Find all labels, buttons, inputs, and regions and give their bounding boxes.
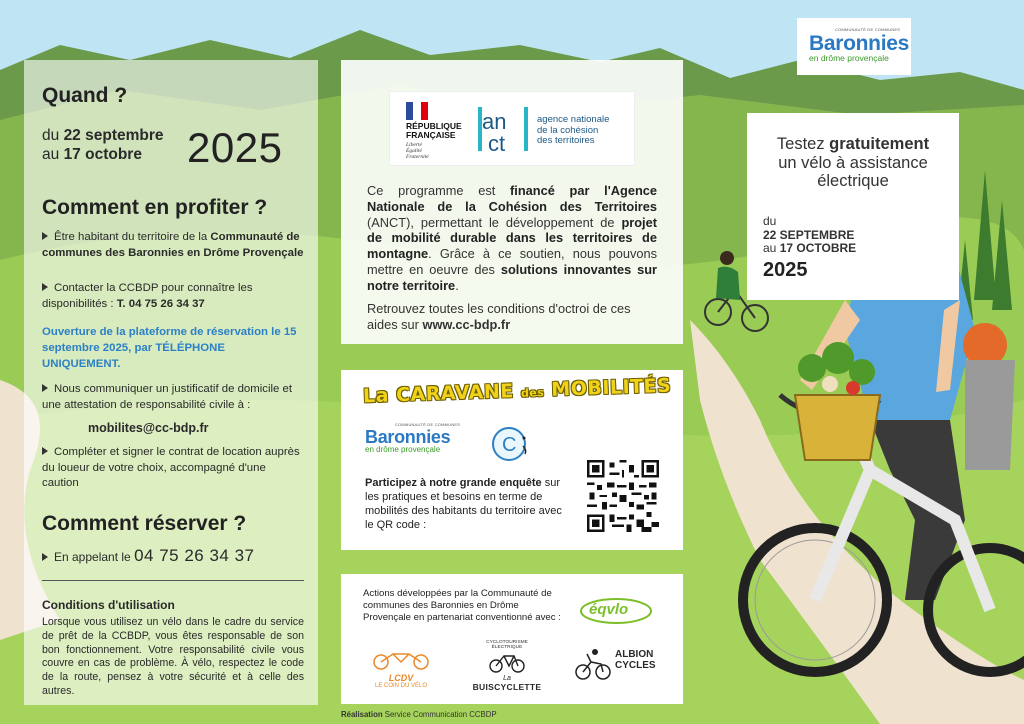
logo-cc-text: COMMUNAUTÉ DE COMMUNES <box>835 27 901 32</box>
bullet4-text: Compléter et signer le contrat de location auprès du loueur de votre choix, accompagné d'une caution <box>42 446 300 489</box>
marianne-icon <box>406 102 428 120</box>
svg-text:ct: ct <box>488 131 506 156</box>
logo-name: Baronnies <box>809 32 909 55</box>
devise: Liberté Égalité Fraternité <box>406 142 429 160</box>
email-link[interactable]: mobilites@cc-bdp.fr <box>88 421 209 435</box>
partners-logo-box <box>389 91 635 166</box>
conditions-text: Lorsque vous utilisez un vélo dans le cadre du service de prêt de la CCBDP, vous êtes responsable de son bon fonctionnement. Votre responsabilité civile vous couvre en cas de problème. À vélo, respectez le code de la route, pensez à votre sécurité et à celle des autres. <box>42 616 304 697</box>
tandem-bike-icon <box>371 650 431 670</box>
dates-au: au <box>42 146 60 163</box>
triangle-bullet-icon <box>42 384 48 392</box>
partner-albion: ALBION CYCLES <box>573 640 669 686</box>
svg-text:C: C <box>502 434 517 456</box>
caravane-c-logo-icon <box>491 424 531 464</box>
partners-panel <box>341 574 683 704</box>
bicycle-icon <box>487 650 527 674</box>
baronnies-logo <box>797 18 911 75</box>
caravane-title: La CARAVANE des MOBILITÉS <box>362 374 672 408</box>
opening-notice: Ouverture de la plateforme de réservation le 15 septembre 2025, par TÉLÉPHONE UNIQUEMENT. <box>42 326 297 370</box>
year-label: 2025 <box>187 124 283 171</box>
triangle-bullet-icon <box>42 232 48 240</box>
baronnies-small-logo: COMMUNAUTÉ DE COMMUNES Baronnies en drôme provençale <box>365 422 461 454</box>
dates-end: 17 octobre <box>63 146 142 163</box>
bullet-habitant <box>42 230 304 261</box>
bullet-contrat <box>42 445 304 492</box>
dates-start: 22 septembre <box>63 127 164 144</box>
conditions-title: Conditions d'utilisation <box>42 598 175 612</box>
info-panel <box>24 60 318 705</box>
triangle-bullet-icon <box>42 283 48 291</box>
svg-text:an: an <box>482 109 507 134</box>
partner-buiscyclette: CYCLOTOURISME ÉLECTRIQUE La BUISCYCLETTE <box>472 640 542 692</box>
promo-panel <box>747 113 959 300</box>
bullet1-text: Être habitant du territoire de la <box>54 231 211 243</box>
reserver-phone[interactable]: 04 75 26 34 37 <box>134 546 255 565</box>
conditions-link-text: Retrouvez toutes les conditions d'octroi de ces aides sur www.cc-bdp.fr <box>367 301 631 332</box>
promo-headline: Testez gratuitement un vélo à assistance électrique <box>776 135 930 190</box>
funding-text: Ce programme est financé par l'Agence Nationale de la Cohésion des Territoires (ANCT), permettant le développement de projet de mobilité durable dans les territoires de montagne. Grâce à ce soutien, nous pouvons mettre en oeuvre des solutions innovantes sur notre territoire. <box>367 183 657 293</box>
dates-du: du <box>42 127 60 144</box>
website-link[interactable]: www.cc-bdp.fr <box>422 316 511 332</box>
caravane-panel <box>341 370 683 550</box>
eqvlo-logo: éqvlo <box>579 596 653 626</box>
credit-line: Réalisation Service Communication CCBDP <box>341 710 497 719</box>
reserver-line <box>42 546 255 566</box>
quand-title: Quand ? <box>42 84 128 107</box>
promo-year: 2025 <box>763 259 808 281</box>
cyclist-icon <box>573 644 613 684</box>
anct-name: agence nationale de la cohésion des territoires <box>537 114 610 146</box>
actions-text: Actions développées par la Communauté de communes des Baronnies en Drôme Provençale en partenariat conventionné avec : <box>363 588 561 623</box>
bullet1-bold: Communauté de communes des Baronnies en Drôme Provençale <box>42 231 304 259</box>
partner-lcdv: LCDV LE COIN DU VÉLO <box>365 650 437 689</box>
funding-panel <box>341 60 683 344</box>
qr-code-icon[interactable] <box>587 460 659 532</box>
dates-block <box>42 126 164 164</box>
logo-subtitle: en drôme provençale <box>809 53 889 63</box>
promo-dates: du 22 SEPTEMBRE au 17 OCTOBRE <box>763 214 857 255</box>
reserver-title: Comment réserver ? <box>42 512 247 535</box>
triangle-bullet-icon <box>42 553 48 561</box>
reserver-prefix: En appelant le <box>54 550 131 564</box>
profiter-title: Comment en profiter ? <box>42 196 268 219</box>
divider <box>42 580 304 581</box>
anct-logo-icon <box>476 101 532 157</box>
bullet2-phone[interactable]: T. 04 75 26 34 37 <box>116 297 205 310</box>
bullet2-text: Contacter la CCBDP pour connaître les disponibilités : <box>42 282 253 310</box>
triangle-bullet-icon <box>42 447 48 455</box>
republique-francaise: RÉPUBLIQUE FRANÇAISE <box>406 121 462 140</box>
enquete-text: Participez à notre grande enquête sur les pratiques et besoins en terme de mobilités des habitants du territoire avec le QR code : <box>365 477 562 531</box>
bullet3-text: Nous communiquer un justificatif de domicile et une attestation de responsabilité civile à : <box>42 383 293 411</box>
bullet-justificatif <box>42 382 304 413</box>
bullet-contact <box>42 281 304 312</box>
